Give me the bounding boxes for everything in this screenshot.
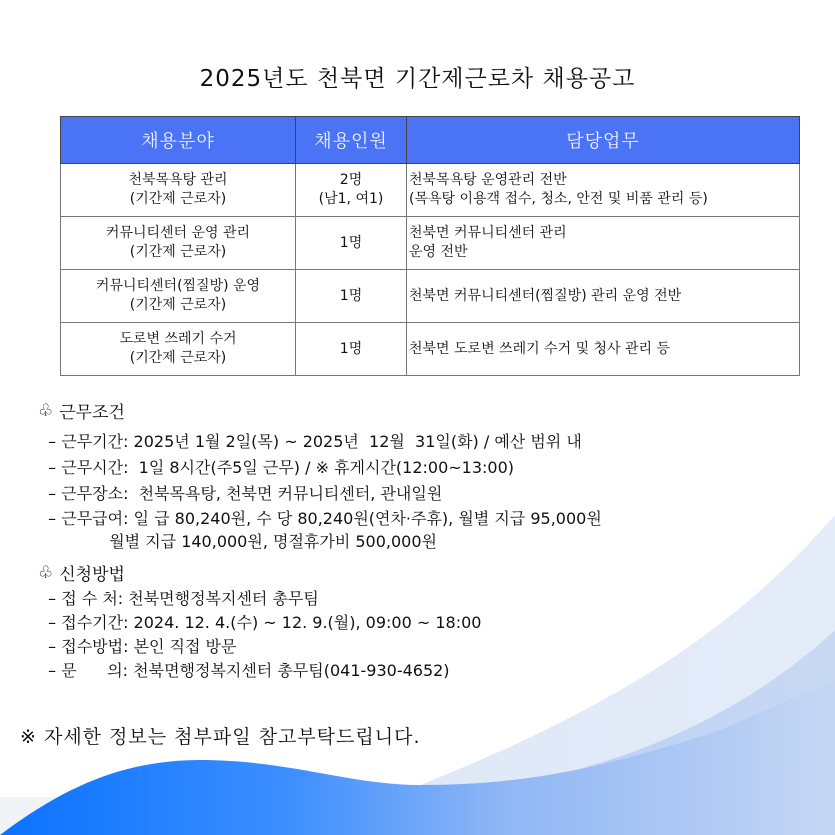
condition-pay: – 근무급여: 일 급 80,240원, 수 당 80,240원(연차·주휴), 월별 지급 95,000원	[38, 509, 602, 528]
header-field: 채용분야	[61, 117, 296, 164]
header-duty: 담당업무	[407, 117, 800, 164]
cell-field: 커뮤니티센터 운영 관리 (기간제 근로자)	[61, 217, 296, 270]
club-icon: ♧	[38, 562, 54, 583]
cell-field: 천북목욕탕 관리 (기간제 근로자)	[61, 164, 296, 217]
table-row	[61, 217, 800, 270]
recruitment-table	[60, 116, 800, 376]
footer-note: ※ 자세한 정보는 첨부파일 참고부탁드립니다.	[20, 726, 421, 748]
apply-period: – 접수기간: 2024. 12. 4.(수) ~ 12. 9.(월), 09:00 ~ 18:00	[38, 613, 482, 632]
header-count: 채용인원	[296, 117, 407, 164]
condition-pay-cont: 월별 지급 140,000원, 명절휴가비 500,000원	[38, 532, 437, 551]
work-conditions-section	[38, 398, 602, 553]
cell-count: 2명 (남1, 여1)	[296, 164, 407, 217]
cell-count: 1명	[296, 217, 407, 270]
cell-duty: 천북면 커뮤니티센터 관리 운영 전반	[407, 217, 800, 270]
cell-count: 1명	[296, 270, 407, 323]
cell-count: 1명	[296, 323, 407, 376]
cell-field: 도로변 쓰레기 수거 (기간제 근로자)	[61, 323, 296, 376]
section-heading: ♧ 근무조건	[38, 400, 125, 423]
apply-method: – 접수방법: 본인 직접 방문	[38, 637, 237, 656]
cell-duty: 천북목욕탕 운영관리 전반 (목욕탕 이용객 접수, 청소, 안전 및 비품 관리 등)	[407, 164, 800, 217]
cell-duty: 천북면 도로변 쓰레기 수거 및 청사 관리 등	[407, 323, 800, 376]
condition-period: – 근무기간: 2025년 1월 2일(목) ~ 2025년 12월 31일(화) / 예산 범위 내	[38, 432, 582, 451]
condition-location: – 근무장소: 천북목욕탕, 천북면 커뮤니티센터, 관내일원	[38, 484, 443, 503]
table-row	[61, 270, 800, 323]
condition-hours: – 근무시간: 1일 8시간(주5일 근무) / ※ 휴게시간(12:00~13:00)	[38, 458, 515, 477]
club-icon: ♧	[38, 400, 54, 421]
section-heading: ♧ 신청방법	[38, 562, 125, 585]
page-title: 2025년도 천북면 기간제근로차 채용공고	[199, 66, 636, 92]
cell-field: 커뮤니티센터(찜질방) 운영 (기간제 근로자)	[61, 270, 296, 323]
cell-duty: 천북면 커뮤니티센터(찜질방) 관리 운영 전반	[407, 270, 800, 323]
table-header-row	[61, 117, 800, 164]
application-section	[38, 560, 481, 683]
table-row	[61, 164, 800, 217]
apply-contact: – 문 의: 천북면행정복지센터 총무팀(041-930-4652)	[38, 661, 450, 680]
apply-place: – 접 수 처: 천북면행정복지센터 총무팀	[38, 589, 319, 608]
table-row	[61, 323, 800, 376]
